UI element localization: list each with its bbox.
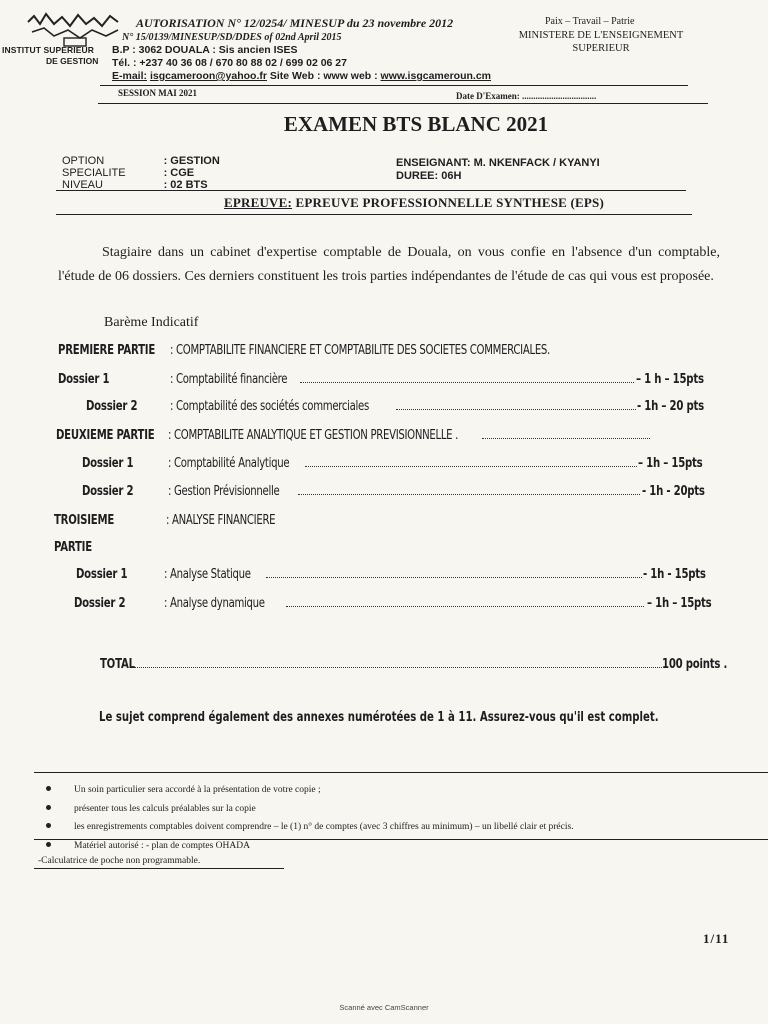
part3-label-line2: PARTIE [54,540,92,555]
part2-title: : COMPTABILITE ANALYTIQUE ET GESTION PREVISIONNELLE . [168,428,459,443]
epreuve-rule-bottom [56,214,692,215]
email-label: E-mail: [112,70,148,82]
epreuve-text: EPREUVE PROFESSIONNELLE SYNTHESE (EPS) [292,195,604,210]
page-number: 1/11 [703,931,730,946]
option-label: OPTION [62,155,105,167]
instructions-rule [34,772,768,773]
part3-dossier1-points: - 1h - 15pts [643,567,706,582]
part3-dossier1-label: Dossier 1 [76,567,128,582]
bullet-icon [46,805,51,810]
exam-date: Date D'Examen: ................................. [456,91,597,101]
niveau-value: : 02 BTS [163,179,208,191]
scanner-watermark: Scanné avec CamScanner [339,1003,429,1012]
school-logo [24,12,124,48]
part2-dossier2-points: - 1h - 20pts [642,484,705,499]
part2-dossier2-name: : Gestion Prévisionnelle [168,484,280,499]
authorization-text: AUTORISATION N° 12/0254/ MINESUP du 23 novembre 2012 [136,16,454,30]
part1-title: : COMPTABILITE FINANCIERE ET COMPTABILITE DES SOCIETES COMMERCIALES. [170,343,550,358]
part1-label: PREMIERE PARTIE [58,343,156,358]
exam-meta-right [396,157,600,183]
leader-dots [305,466,637,467]
ministry-name [506,29,696,55]
part1-dossier2-label: Dossier 2 [86,399,138,414]
part1-dossier1-label: Dossier 1 [58,372,110,387]
leader-dots [396,409,636,410]
annex-note: Le sujet comprend également des annexes numérotées de 1 à 11. Assurez-vous qu'il est complet. [99,710,659,725]
epreuve-label: EPREUVE: [224,195,293,210]
instruction-item: Un soin particulier sera accordé à la présentation de votre copie ; [74,785,321,795]
header-rule-2 [98,103,708,104]
leader-dots [482,438,650,439]
exam-meta-left [62,155,224,191]
header-rule [100,85,688,86]
instruction-item: -Calculatrice de poche non programmable. [38,856,201,866]
part1-dossier1-points: – 1 h – 15pts [636,372,704,387]
epreuve-rule-top [56,190,686,191]
part2-dossier2-label: Dossier 2 [82,484,134,499]
epreuve-heading [0,195,768,211]
part1-dossier1-name: : Comptabilité financière [170,372,288,387]
part3-title: : ANALYSE FINANCIERE [166,513,276,528]
part2-label: DEUXIEME PARTIE [56,428,155,443]
niveau-label: NIVEAU [62,179,103,191]
school-name-line1: INSTITUT SUPERIEUR [2,45,95,55]
national-motto: Paix – Travail – Patrie [545,16,635,27]
website-link[interactable]: www.isgcameroun.cm [380,70,492,82]
part2-dossier1-points: – 1h – 15pts [638,456,703,471]
teacher: ENSEIGNANT: M. NKENFACK / KYANYI [396,157,600,169]
instruction-item: les enregistrements comptables doivent comprendre – le (1) n° de comptes (avec 3 chiffres au minimum) – un libellé clair et précis. [74,822,574,832]
part2-dossier1-label: Dossier 1 [82,456,134,471]
postal-address: B.P : 3062 DOUALA : Sis ancien ISES [112,44,298,56]
leader-dots [266,577,642,578]
part3-dossier1-name: : Analyse Statique [164,567,251,582]
part3-label: TROISIEME [54,513,115,528]
materials-rule [34,839,768,840]
decree-text: N° 15/0139/MINESUP/SD/DDES of 02nd April 2015 [122,32,342,43]
ministry-line2: SUPERIEUR [572,43,630,54]
total-label: TOTAL [100,657,135,672]
option-value: : GESTION [163,155,220,167]
bullet-icon [46,786,51,791]
bullet-icon [46,842,51,847]
specialite-value: : CGE [163,167,195,179]
leader-dots [300,382,634,383]
bareme-heading: Barème Indicatif [104,315,199,330]
phone-numbers: Tél. : +237 40 36 08 / 670 80 88 02 / 699 02 06 27 [112,57,347,69]
part3-dossier2-label: Dossier 2 [74,596,126,611]
part1-dossier2-points: - 1h – 20 pts [637,399,704,414]
leader-dots [298,494,640,495]
part1-dossier2-name: : Comptabilité des sociétés commerciales [170,399,369,414]
session-label: SESSION MAI 2021 [118,88,198,98]
instructions-end-rule [34,868,284,869]
bullet-icon [46,823,51,828]
part3-dossier2-points: – 1h – 15pts [647,596,712,611]
school-name-line2: DE GESTION [46,56,99,66]
intro-paragraph: Stagiaire dans un cabinet d'expertise comptable de Douala, on vous confie en l'absence d'un comptable, l'étude de 06 dossiers. Ces derniers constituent les trois parties indépendantes de l'étude de cas qui vous est proposée. [58,245,720,284]
total-value: 100 points . [662,657,728,672]
part3-dossier2-name: : Analyse dynamique [164,596,265,611]
leader-dots [134,667,662,668]
contact-line [112,70,491,82]
leader-dots [286,606,644,607]
web-label: Site Web : www web : [269,70,378,82]
email-link[interactable]: isgcameroon@yahoo.fr [149,70,267,82]
ministry-line1: MINISTERE DE L'ENSEIGNEMENT [518,30,684,41]
duration: DUREE: 06H [396,170,462,182]
instruction-item: Matériel autorisé : - plan de comptes OHADA [74,841,250,851]
part2-dossier1-name: : Comptabilité Analytique [168,456,290,471]
instruction-item: présenter tous les calculs préalables sur la copie [74,804,256,814]
exam-title: EXAMEN BTS BLANC 2021 [283,112,549,136]
specialite-label: SPECIALITE [62,167,126,179]
